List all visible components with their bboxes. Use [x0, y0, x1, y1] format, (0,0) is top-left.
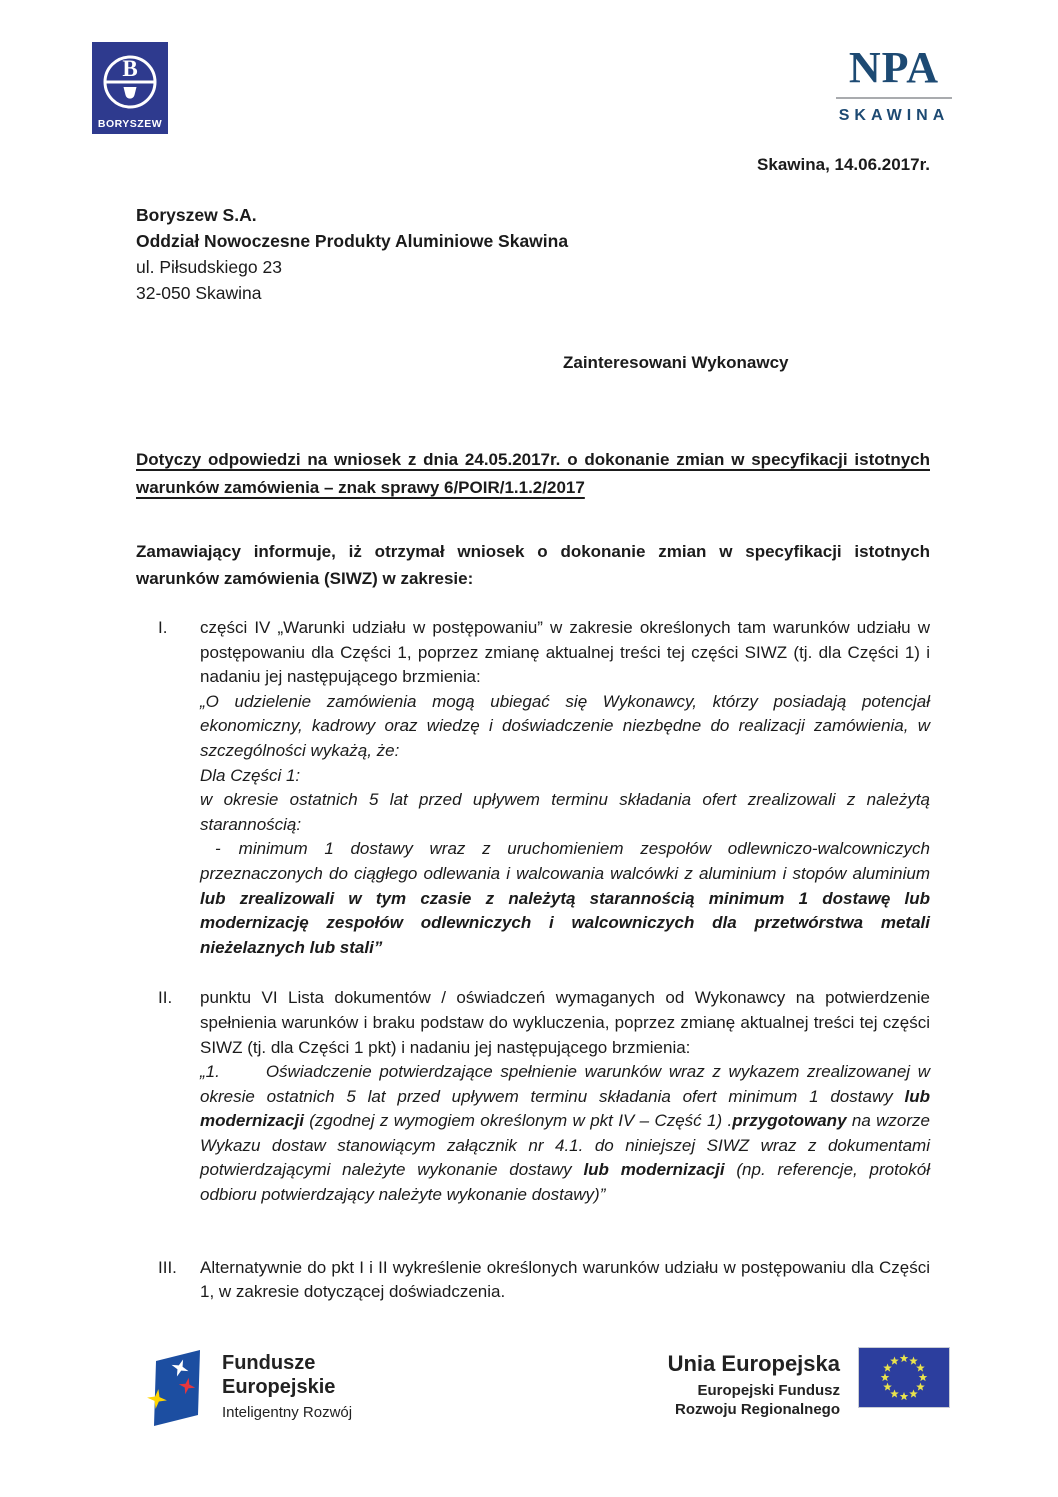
item-2-quote-run1: „1. Oświadczenie potwierdzające spełnienie warunków wraz z wykazem zrealizowanej w okresie ostatnich 5 lat przed upływem terminu składania ofert minimum 1 dostawy — [200, 1062, 930, 1106]
fe-line2: Europejskie — [222, 1376, 336, 1398]
item-1-quote-part-label: Dla Części 1: — [200, 765, 301, 785]
item-2-quote-run5: na wzorze Wykazu dostaw stanowiącym załącznik nr 4.1. do niniejszej SIWZ wraz z dokumentami potwierdzającymi należyte wykonanie dostawy — [200, 1111, 930, 1180]
recipient-division: Oddział Nowoczesne Produkty Aluminiowe Skawina — [136, 231, 569, 251]
item-1-dash-text-bold: lub zrealizowali w tym czasie z należytą starannością minimum 1 dostawę lub modernizację zespołów odlewniczych i walcowniczych dla przetwórstwa metali nieżelaznych lub stali” — [200, 888, 930, 957]
eu-line3: Rozwoju Regionalnego — [675, 1401, 840, 1418]
intro-paragraph: Zamawiający informuje, iż otrzymał wniosek o dokonanie zmian w specyfikacji istotnych warunków zamówienia (SIWZ) w zakresie: — [136, 542, 930, 588]
item-1-quote-condition: w okresie ostatnich 5 lat przed upływem terminu składania ofert zrealizowali z należytą starannością: — [200, 790, 930, 834]
item-2-quote-run6-bold: lub modernizacji — [583, 1160, 725, 1180]
item-1-dash-paragraph — [200, 837, 930, 960]
item-2-numeral: II. — [158, 988, 173, 1008]
footer — [136, 1347, 950, 1457]
fe-text — [222, 1351, 352, 1421]
fe-flag-icon — [144, 1347, 206, 1429]
unia-europejska-logo — [668, 1347, 950, 1419]
list-item-3 — [136, 1256, 930, 1305]
item-2-body — [200, 986, 930, 1207]
item-1-dash-text: minimum 1 dostawy wraz z uruchomieniem zespołów odlewniczo-walcowniczych przeznaczonych do ciągłego odlewania i walcowania walcówki z aluminium i stopów aluminium — [200, 839, 930, 883]
item-1-quote-intro: „O udzielenie zamówienia mogą ubiegać się Wykonawcy, którzy posiadają potencjał ekonomiczny, kadrowy oraz wiedzę i doświadczenie niezbędne do realizacji zamówienia, w szczególności wykażą, że: — [200, 691, 930, 760]
item-1-lead: części IV „Warunki udziału w postępowaniu” w zakresie określonych tam warunków udziału w postępowaniu dla Części 1, poprzez zmianę aktualnej treści tej części SIWZ (tj. dla Części 1) i nadaniu jej następującego brzmienia: — [200, 618, 930, 687]
boryszew-wordmark: BORYSZEW — [97, 118, 163, 130]
eu-line2: Europejski Fundusz — [697, 1382, 840, 1399]
boryszew-logo — [92, 42, 168, 134]
recipient-street: ul. Piłsudskiego 23 — [136, 257, 282, 277]
item-1-body — [200, 616, 930, 960]
npa-acronym: NPA — [848, 43, 940, 92]
item-3-lead: Alternatywnie do pkt I i II wykreślenie określonych warunków udziału w postępowaniu dla Części 1, w zakresie dotyczącej doświadczenia. — [200, 1257, 930, 1302]
subject-line: Dotyczy odpowiedzi na wniosek z dnia 24.05.2017r. o dokonanie zmian w specyfikacji istotnych warunków zamówienia – znak sprawy 6/POIR/1.1.2/2017 — [136, 450, 930, 497]
items-list — [136, 616, 930, 1305]
eu-text — [668, 1351, 840, 1419]
recipient-company: Boryszew S.A. — [136, 205, 257, 225]
letterhead — [92, 42, 952, 138]
item-2-quote-run4-bold: przygotowany — [732, 1111, 847, 1131]
item-2-lead: punktu VI Lista dokumentów / oświadczeń wymaganych od Wykonawcy na potwierdzenie spełnienia warunków i braku podstaw do wykluczenia, poprzez zmianę aktualnej treści tej części SIWZ (tj. dla Części 1 pkt) i nadaniu jej następującego brzmienia: — [200, 988, 930, 1057]
item-2-quote-run2-bold: lub modernizacji — [200, 1086, 930, 1131]
item-2-quote-run3: (zgodnej z wymogiem określonym w pkt IV – Część 1) . — [303, 1111, 733, 1131]
item-3-numeral: III. — [158, 1257, 177, 1277]
item-2-quote — [200, 1060, 930, 1208]
item-3-body — [200, 1256, 930, 1305]
fundusze-europejskie-logo — [144, 1347, 352, 1429]
npa-city: SKAWINA — [838, 107, 950, 124]
item-1-numeral: I. — [158, 618, 168, 637]
item-1-dash: - — [215, 839, 221, 859]
eu-flag-icon — [858, 1347, 950, 1408]
eu-line1: Unia Europejska — [667, 1351, 840, 1376]
fe-line3: Inteligentny Rozwój — [222, 1404, 353, 1421]
npa-logo — [836, 43, 952, 125]
list-item-1 — [136, 616, 930, 960]
boryszew-monogram: B — [122, 56, 138, 81]
dateline: Skawina, 14.06.2017r. — [757, 155, 930, 174]
salutation: Zainteresowani Wykonawcy — [563, 353, 789, 372]
fe-flag-shape — [154, 1350, 200, 1426]
list-item-2 — [136, 986, 930, 1207]
fe-line1: Fundusze — [222, 1352, 316, 1374]
recipient-block — [136, 202, 930, 306]
recipient-city: 32-050 Skawina — [136, 283, 262, 303]
npa-rule — [836, 97, 952, 99]
item-2-quote-run7: (np. referencje, protokół odbioru potwierdzający należyte wykonanie dostawy)” — [200, 1160, 930, 1205]
